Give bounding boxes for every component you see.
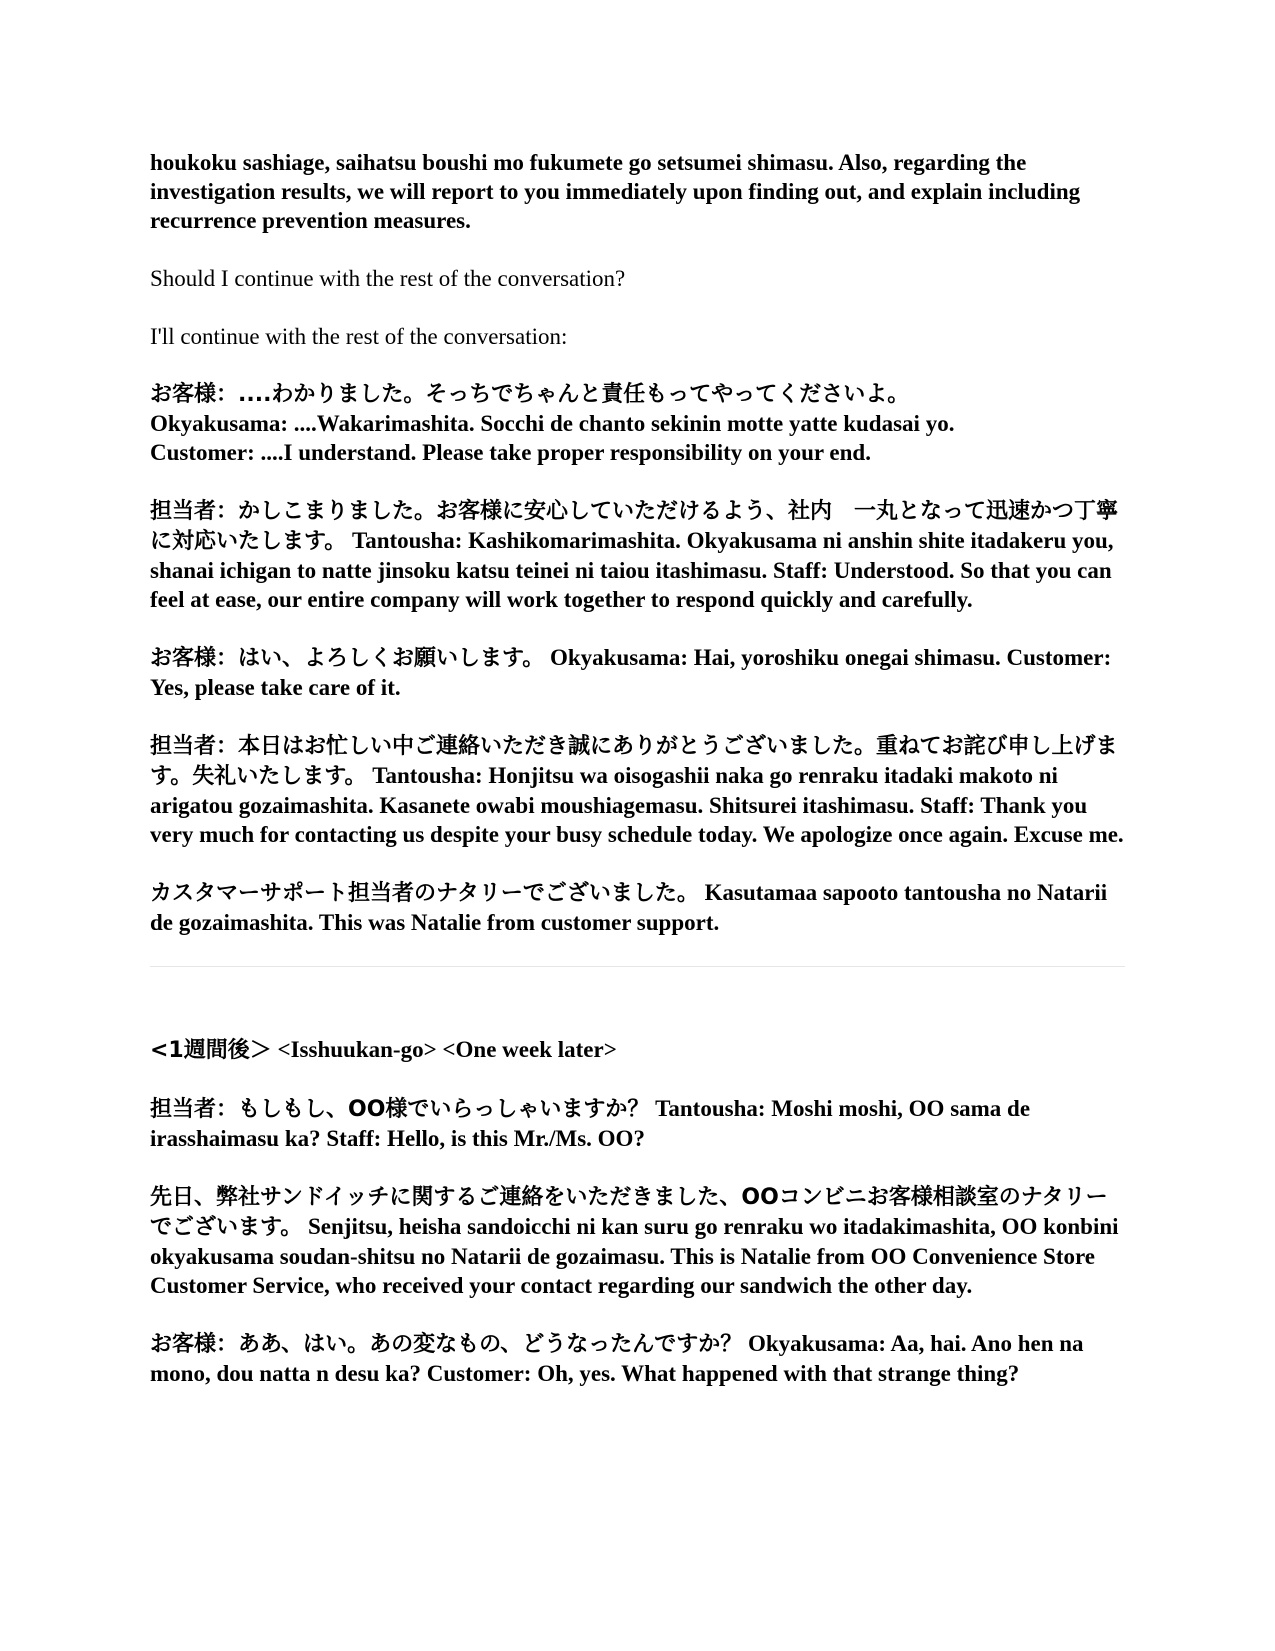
dialog-customer-question — [150, 1329, 1125, 1388]
dialog-customer-understand — [150, 380, 1125, 467]
english-line: Customer: ....I understand. Please take proper responsibility on your end. — [150, 440, 871, 465]
paragraph-text: houkoku sashiage, saihatsu boushi mo fukumete go setsumei shimasu. Also, regarding the investigation results, we will report to you immediately upon finding out, and explain including recurrence prevention measures. — [150, 150, 1081, 233]
japanese-text: 担当者：もしもし、OO様でいらっしゃいますか？ — [150, 1097, 650, 1122]
section-divider — [150, 966, 1125, 967]
paragraph-continue-statement — [150, 322, 1125, 351]
heading-one-week-later — [150, 1035, 1125, 1065]
translation-text: <Isshuukan-go> <One week later> — [277, 1037, 617, 1062]
japanese-text: 担当者：かしこまりました。お客様に安心していただけるよう、社内 一丸となって迅速かつ丁寧に対応いたします。 — [150, 499, 1119, 554]
romaji-line: Okyakusama: ....Wakarimashita. Socchi de chanto sekinin motte yatte kudasai yo. — [150, 411, 955, 436]
dialog-staff-understood — [150, 496, 1125, 614]
paragraph-text: I'll continue with the rest of the conversation: — [150, 324, 568, 349]
japanese-text: お客様：はい、よろしくお願いします。 — [150, 646, 545, 671]
japanese-text: お客様：ああ、はい。あの変なもの、どうなったんですか？ — [150, 1332, 743, 1357]
paragraph-continue-question — [150, 264, 1125, 293]
japanese-text: <1週間後＞ — [150, 1038, 272, 1063]
dialog-staff-signoff — [150, 878, 1125, 937]
translation-text: Senjitsu, heisha sandoicchi ni kan suru go renraku wo itadakimashita, OO konbini okyakusama soudan-shitsu no Natarii de gozaimasu. This is Natalie from OO Convenience Store Customer Service, who received your contact regarding our sandwich the other day. — [150, 1214, 1119, 1298]
translation-text: Tantousha: Moshi moshi, OO sama de irasshaimasu ka? Staff: Hello, is this Mr./Ms. OO? — [150, 1096, 1031, 1151]
translation-text: Kasutamaa sapooto tantousha no Natarii de gozaimashita. This was Natalie from customer support. — [150, 880, 1108, 935]
document-page — [150, 148, 1125, 1417]
dialog-staff-thanks — [150, 731, 1125, 849]
translation-text: Okyakusama: Hai, yoroshiku onegai shimasu. Customer: Yes, please take care of it. — [150, 645, 1112, 700]
translation-text: Okyakusama: Aa, hai. Ano hen na mono, dou natta n desu ka? Customer: Oh, yes. What happened with that strange thing? — [150, 1331, 1084, 1386]
dialog-customer-yes — [150, 643, 1125, 702]
japanese-text: 担当者：本日はお忙しい中ご連絡いただき誠にありがとうございました。重ねてお詫び申し上げます。失礼いたします。 — [150, 734, 1118, 789]
japanese-text: カスタマーサポート担当者のナタリーでございました。 — [150, 881, 699, 906]
dialog-staff-introduction — [150, 1182, 1125, 1300]
paragraph-report-continuation — [150, 148, 1125, 235]
dialog-staff-hello — [150, 1094, 1125, 1153]
paragraph-text: Should I continue with the rest of the conversation? — [150, 266, 626, 291]
japanese-text: 先日、弊社サンドイッチに関するご連絡をいただきました、OOコンビニお客様相談室のナタリーでございます。 — [150, 1185, 1108, 1240]
translation-text: Tantousha: Honjitsu wa oisogashii naka go renraku itadaki makoto ni arigatou gozaimashita. Kasanete owabi moushiagemasu. Shitsurei itashimasu. Staff: Thank you very much for contacting us despite your busy schedule today. We apologize once again. Excuse me. — [150, 763, 1124, 847]
japanese-line: お客様：....わかりました。そっちでちゃんと責任もってやってくださいよ。 — [150, 382, 910, 407]
translation-text: Tantousha: Kashikomarimashita. Okyakusama ni anshin shite itadakeru you, shanai ichigan to natte jinsoku katsu teinei ni taiou itashimasu. Staff: Understood. So that you can feel at ease, our entire company will work together to respond quickly and carefully. — [150, 528, 1114, 612]
